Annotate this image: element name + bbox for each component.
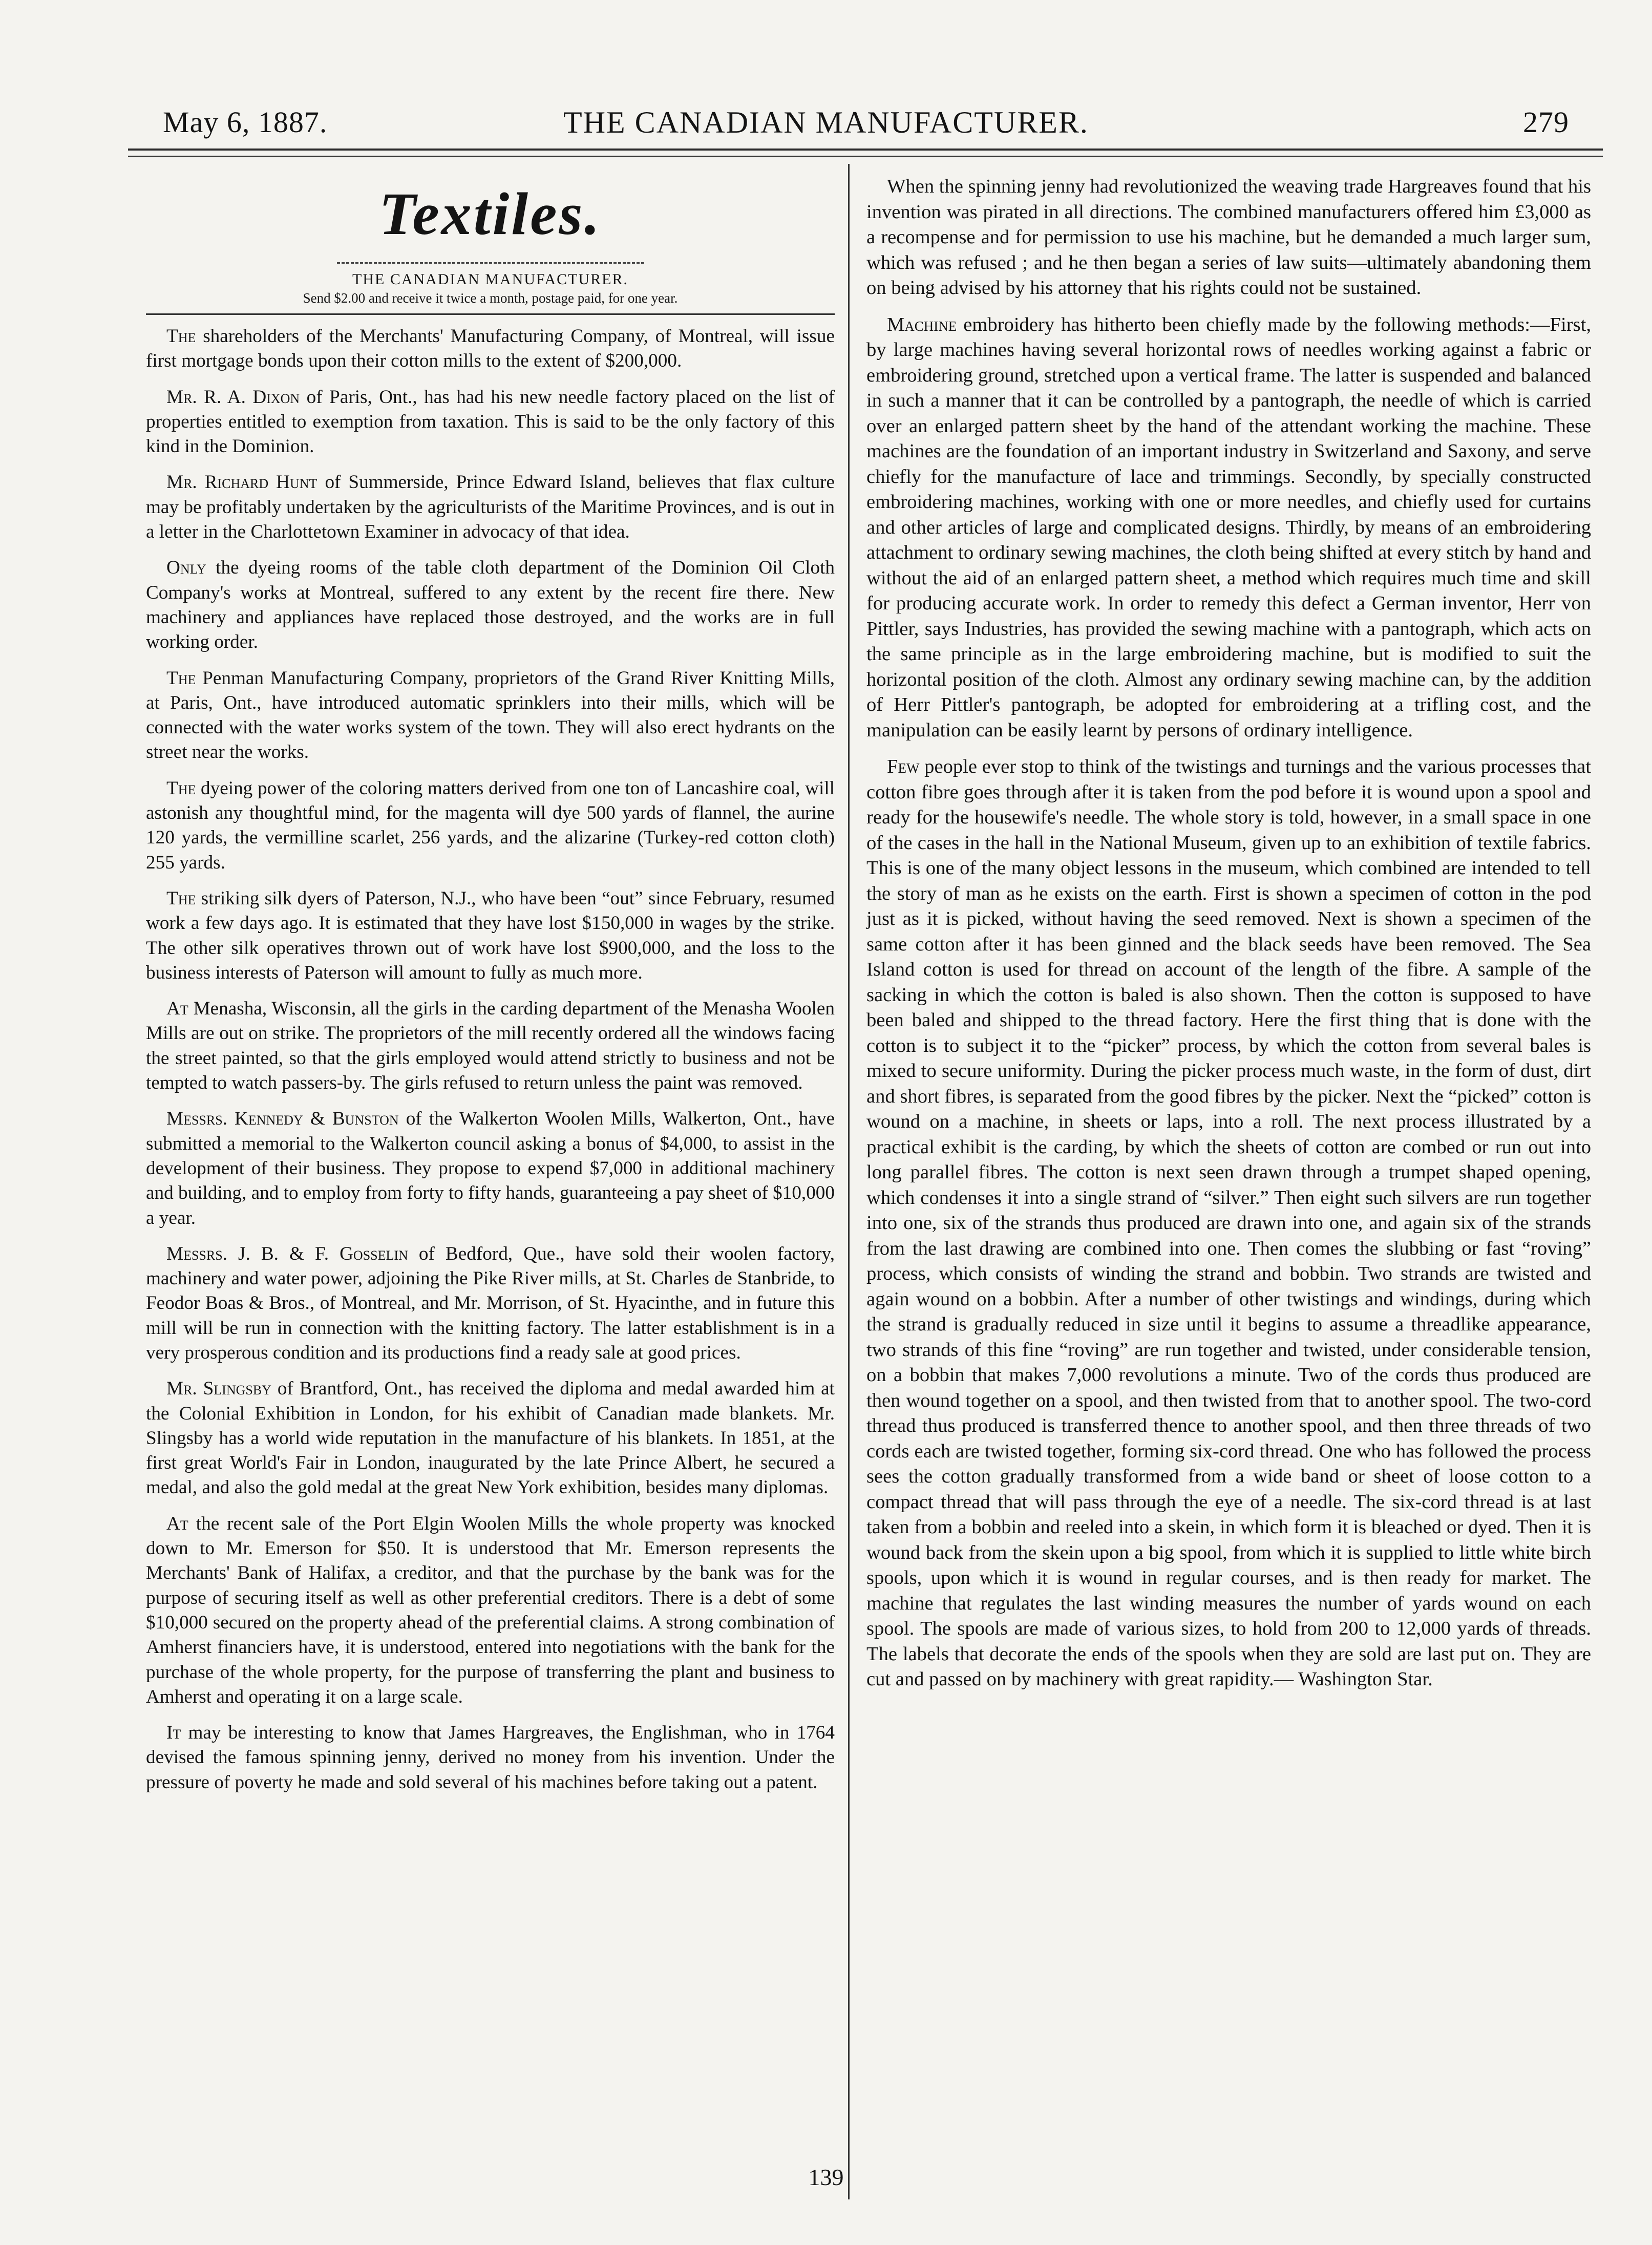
news-item-lead: Only: [166, 557, 206, 579]
news-item-lead: The: [166, 326, 196, 347]
news-item: [146, 1242, 835, 1365]
header-page-number: 279: [1523, 105, 1569, 139]
news-item: [866, 312, 1591, 744]
news-item-lead: Messrs. Kennedy & Bunston: [166, 1108, 399, 1130]
left-column: [146, 174, 835, 1806]
news-item: [146, 1107, 835, 1230]
news-item: [866, 754, 1591, 1692]
news-item-text: the recent sale of the Port Elgin Woolen Mills the whole property was knocked down to Mr. Emerson for $50. It is understood that Mr. Emerson represents the Merchants' Bank of Halifax, a creditor, and that the purchase by the bank was for the purpose of securing itself as well as other preferential creditors. There is a debt of some $10,000 secured on the property ahead of the preferential claims. A strong combination of Amherst financiers have, it is understood, entered into negotiations with the bank for the purchase of the whole property, for the purpose of transferring the plant and business to Amherst and operating it on a large scale.: [146, 1513, 835, 1707]
news-item: [146, 385, 835, 459]
news-item-lead: Mr. Slingsby: [166, 1378, 271, 1400]
news-item-lead: The: [166, 887, 196, 909]
news-item: [146, 997, 835, 1095]
header-rule-thin: [128, 156, 1603, 157]
news-item-lead: Mr. R. A. Dixon: [166, 386, 300, 408]
news-item-lead: Machine: [887, 313, 957, 335]
news-item: [146, 776, 835, 875]
news-item-text: of the Walkerton Woolen Mills, Walkerton, Ont., have submitted a memorial to the Walkerton council asking a bonus of $4,000, to assist in the development of their business. They propose to expend $7,000 in additional machinery and building, and to employ from forty to fifty hands, guaranteeing a pay sheet of $10,000 a year.: [146, 1108, 835, 1229]
news-item-lead: Mr. Richard Hunt: [166, 472, 317, 493]
news-item: [146, 1376, 835, 1500]
header-rule: [128, 149, 1603, 151]
news-item-text: When the spinning jenny had revolutionized the weaving trade Hargreaves found that his invention was pirated in all directions. The combined manufacturers offered him £3,000 as a recompense and for permission to use his machine, but he demanded a much larger sum, which was refused ; and he then began a series of law suits—ultimately abandoning them on being advised by his attorney that his rights could not be sustained.: [866, 176, 1591, 299]
news-item-text: of Bedford, Que., have sold their woolen factory, machinery and water power, adjoining the Pike River mills, at St. Charles de Stanbride, to Feodor Boas & Bros., of Montreal, and Mr. Morrison, of St. Hyacinthe, and in future this mill will be run in connection with the knitting factory. The latter establishment is in a very prosperous condition and its productions find a ready sale at good prices.: [146, 1243, 835, 1363]
news-item-text: Penman Manufacturing Company, proprietors of the Grand River Knitting Mills, at Paris, Ont., have introduced automatic sprinklers into their mills, which will be connected with the water works system of the town. They will also erect hydrants on the street near the works.: [146, 667, 835, 763]
news-item: [146, 886, 835, 985]
news-item-text: of Brantford, Ont., has received the diploma and medal awarded him at the Colonial Exhibition in London, for his exhibit of Canadian made blankets. Mr. Slingsby has a world wide reputation in the manufacture of his blankets. In 1851, at the first great World's Fair in London, inaugurated by the late Prince Albert, he secured a medal, and also the gold medal at the great New York exhibition, besides many diplomas.: [146, 1378, 835, 1498]
right-column: [866, 174, 1591, 1704]
section-rule: [146, 313, 835, 315]
footer-number: 139: [808, 2164, 844, 2190]
news-item-lead: The: [166, 667, 196, 689]
section-subhead: THE CANADIAN MANUFACTURER.: [352, 271, 628, 288]
column-divider: [848, 164, 850, 2199]
news-item-text: of Paris, Ont., has had his new needle factory placed on the list of properties entitled to exemption from taxation. This is said to be the only factory of this kind in the Dominion.: [146, 386, 835, 457]
news-item-text: embroidery has hitherto been chiefly made by the following methods:—First, by large machines having several horizontal rows of needles working against a fabric or embroidering ground, stretched upon a vertical frame. The latter is suspended and balanced in such a manner that it can be controlled by a pantograph, the needle of which is carried over an enlarged pattern sheet by the hand of the attendant working the machine. These machines are the foundation of an important industry in Switzerland and Saxony, and serve chiefly for the manufacture of lace and trimmings. Secondly, by specially constructed embroidering machines, working with one or more needles, and chiefly used for curtains and other articles of large and complicated designs. Thirdly, by means of an embroidering attachment to ordinary sewing machines, the cloth being shifted at every stitch by hand and without the aid of an enlarged pattern sheet, a method which requires much time and skill for producing accurate work. In order to remedy this defect a German inventor, Herr von Pittler, says Industries, has provided the sewing machine with a pantograph, which acts on the same principle as in the large embroidering machine, but is modified to suit the horizontal position of the cloth. Almost any ordinary sewing machine can, by the addition of Herr Pittler's pantograph, be adopted for embroidering at a trifling cost, and the manipulation can be easily learnt by persons of ordinary intelligence.: [866, 313, 1591, 741]
news-item-lead: Few: [887, 756, 920, 777]
header-date: May 6, 1887.: [163, 105, 328, 139]
news-item-lead: Messrs. J. B. & F. Gosselin: [166, 1243, 408, 1264]
news-item-text: Menasha, Wisconsin, all the girls in the carding department of the Menasha Woolen Mills are out on strike. The proprietors of the mill recently ordered all the windows facing the street painted, so that the girls employed would attend strictly to business and not be tempted to watch passers-by. The girls refused to return unless the paint was removed.: [146, 998, 835, 1094]
news-item-lead: The: [166, 777, 196, 799]
news-item: [146, 666, 835, 765]
news-item: [146, 470, 835, 544]
news-item-lead: At: [166, 1513, 188, 1534]
header-title: THE CANADIAN MANUFACTURER.: [563, 105, 1089, 139]
news-item-lead: It: [166, 1722, 181, 1744]
news-item-text: may be interesting to know that James Hargreaves, the Englishman, who in 1764 devised the famous spinning jenny, derived no money from his invention. Under the pressure of poverty he made and sold several of his machines before taking out a patent.: [146, 1722, 835, 1793]
news-item-lead: At: [166, 998, 188, 1020]
subscription-line: Send $2.00 and receive it twice a month, postage paid, for one year.: [303, 290, 678, 306]
news-item: [146, 1721, 835, 1795]
right-news-items: [866, 174, 1591, 1692]
news-item-text: shareholders of the Merchants' Manufacturing Company, of Montreal, will issue first mortgage bonds upon their cotton mills to the extent of $200,000.: [146, 326, 835, 372]
left-news-items: [146, 324, 835, 1795]
news-item-text: of Summerside, Prince Edward Island, believes that flax culture may be profitably undertaken by the agriculturists of the Maritime Provinces, and is out in a letter in the Charlottetown Examiner in advocacy of that idea.: [146, 472, 835, 543]
news-item-text: dyeing power of the coloring matters derived from one ton of Lancashire coal, will astonish any thoughtful mind, for the magenta will dye 500 yards of flannel, the aurine 120 yards, the vermilline scarlet, 256 yards, and the alizarine (Turkey-red cotton cloth) 255 yards.: [146, 777, 835, 873]
section-title: Textiles.: [379, 180, 602, 247]
news-item: [146, 556, 835, 654]
news-item-text: striking silk dyers of Paterson, N.J., who have been “out” since February, resumed work a few days ago. It is estimated that they have lost $150,000 in wages by the strike. The other silk operatives thrown out of work have lost $900,000, and the loss to the business interests of Paterson will amount to fully as much more.: [146, 887, 835, 983]
news-item: [146, 1512, 835, 1709]
news-item-text: people ever stop to think of the twistings and turnings and the various processes that cotton fibre goes through after it is taken from the pod before it is wound upon a spool and ready for the housewife's needle. The whole story is told, however, in a small space in one of the cases in the hall in the National Museum, given up to an exhibition of textile fabrics. This is one of the many object lessons in the museum, which combined are intended to tell the story of man as he exists on the earth. First is shown a specimen of cotton in the pod just as it is picked, without having the seed removed. Next is shown a specimen of the same cotton after it has been ginned and the black seeds have been removed. The Sea Island cotton is used for thread on account of the length of the fibre. A sample of the sacking in which the cotton is baled is also shown. Then the cotton is supposed to have been baled and shipped to the thread factory. Here the first thing that is done with the cotton is to subject it to the “picker” process, by which the cotton from several bales is mixed to secure uniformity. During the picker process much waste, in the form of dust, dirt and short fibres, is separated from the good fibres by the picker. Next the “picked” cotton is wound on a machine, in sheets or laps, into a roll. The next process illustrated by a practical exhibit is the carding, by which the sheets of cotton are combed or run out into long parallel fibres. The cotton is next seen drawn through a trumpet shaped opening, which condenses it into a single strand of “silver.” Then eight such silvers are run together into one, six of the strands thus produced are drawn into one, and again six of the strands from the last drawing are combined into one. Then comes the slubbing or fast “roving” process, which consists of winding the strand and bobbin. Two strands are twisted and again wound on a bobbin. After a number of other twistings and windings, during which the strand is gradually reduced in size until it begins to assume a threadlike appearance, two strands of this fine “roving” are run together and twisted, under considerable tension, on a bobbin that makes 7,000 revolutions a minute. Two of the cords thus produced are then wound together on a spool, and then twisted from that to another spool. The two-cord thread thus produced is transferred thence to another spool, and then three threads of two cords each are twisted together, forming six-cord thread. One who has followed the process sees the cotton gradually transformed from a wide band or sheet of loose cotton to a compact thread that will pass through the eye of a needle. The six-cord thread is at last taken from a bobbin and reeled into a skein, in which form it is bleached or dyed. Then it is wound back from the skein upon a big spool, from which it is supplied to little white birch spools, upon which it is wound in regular courses, and is then ready for market. The machine that regulates the last winding measures the number of yards wound on each spool. The spools are made of various sizes, to hold from 200 to 12,000 yards of threads. The labels that decorate the ends of the spools when they are sold are last put on. They are cut and passed on by machinery with great rapidity.— Washington Star.: [866, 756, 1591, 1690]
news-item-text: the dyeing rooms of the table cloth department of the Dominion Oil Cloth Company's works at Montreal, suffered to any extent by the recent fire there. New machinery and appliances have replaced those destroyed, and the works are in full working order.: [146, 557, 835, 653]
news-item: [146, 324, 835, 374]
news-item: [866, 174, 1591, 301]
section-dash-rule: [337, 262, 644, 264]
